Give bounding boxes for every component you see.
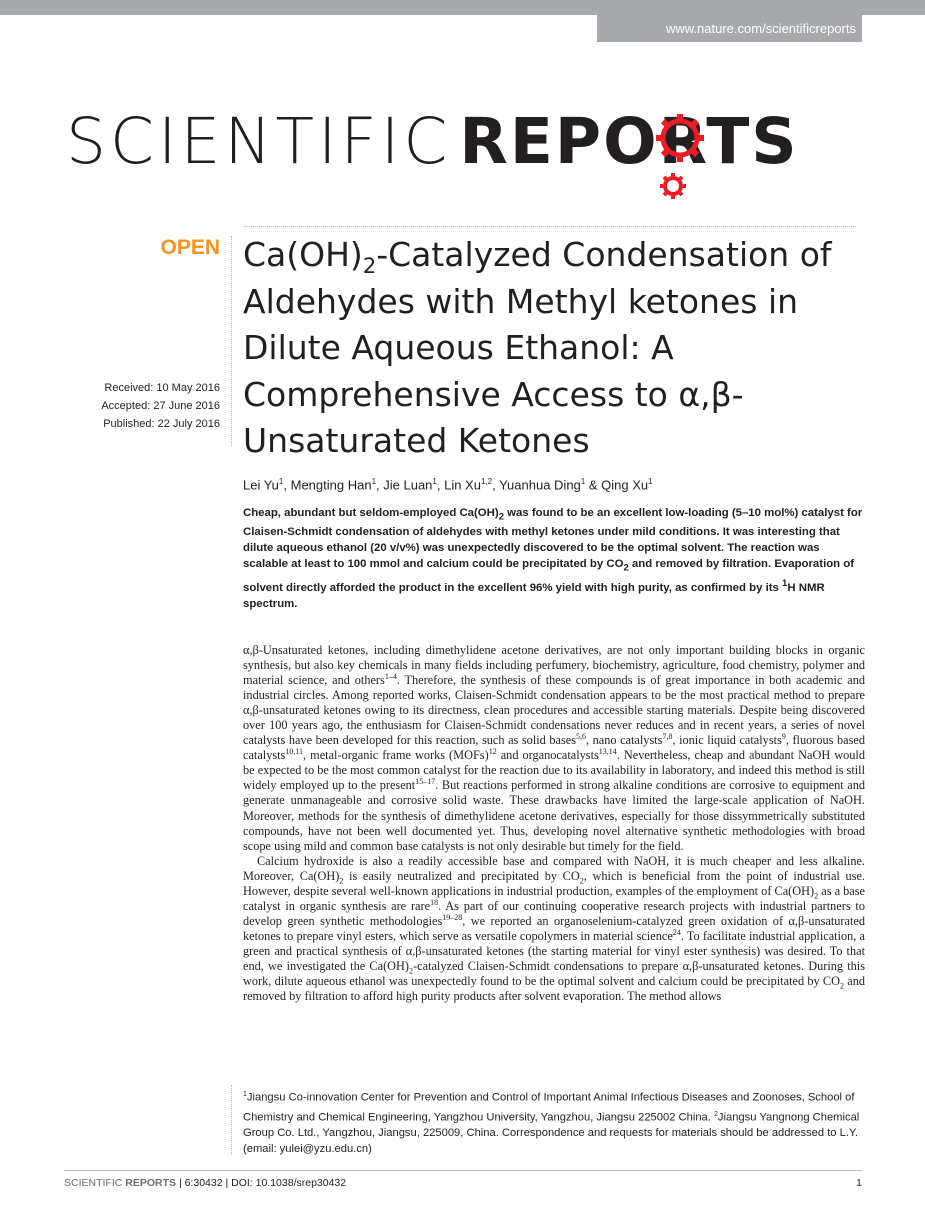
author-affiliation-mark[interactable]: 1 <box>432 477 437 486</box>
title-part-2: -Catalyzed Condensation of Aldehydes with Methyl ketones in Dilute Aqueous Ethanol: A Comprehensive Access to α,β-Unsaturated Ketones <box>243 235 832 460</box>
header-dotted-rule <box>244 226 856 227</box>
masthead-reports: REPORTS <box>459 105 799 178</box>
abstract-text: was found to be an excellent low-loading (5–10 mol%) catalyst for Claisen-Schmidt condensation of aldehydes with methyl ketones under mild conditions. It was interesting that dilute aqueous ethanol (20 v/v%) was unexpectedly discovered to be the optimal solvent. The reaction was scalable at least to 100 mmol and calcium could be precipitated by CO <box>243 507 863 570</box>
reference-link[interactable]: 15–17 <box>415 777 436 787</box>
affiliation-text: Jiangsu Co-innovation Center for Prevention and Control of Important Animal Infectious Diseases and Zoonoses, School of Chemistry and Chemical Engineering, Yangzhou University, Yangzhou, Jiangsu 225002 China. <box>243 1091 855 1124</box>
author-list <box>243 473 883 494</box>
author-affiliation-mark[interactable]: 1,2 <box>480 477 493 486</box>
abstract-text: Cheap, abundant but seldom-employed Ca(OH) <box>243 507 499 519</box>
author[interactable]: Lei Yu <box>243 477 279 493</box>
abstract-subscript: 2 <box>498 511 504 523</box>
body-text: , which is beneficial from the point of industrial use. However, despite several well-known applications in industrial production, examples of the employment of Ca(OH) <box>243 868 865 898</box>
reference-link[interactable]: 13,14 <box>598 747 617 757</box>
abstract-text: H NMR spectrum. <box>243 581 825 610</box>
body-text: , fluorous based catalysts <box>243 733 865 763</box>
body-text: . Nevertheless, cheap and abundant NaOH would be expected to be the most common catalyst for the reaction due to its availability in laboratory, and indeed this method is still widely employed up to the present <box>243 748 865 793</box>
footer-citation[interactable]: | 6:30432 | DOI: 10.1038/srep30432 <box>176 1177 347 1189</box>
article-dates <box>60 379 220 433</box>
author-separator: , <box>492 477 500 493</box>
body-subscript: 2 <box>339 876 344 886</box>
body-text: , ionic liquid catalysts <box>672 733 782 748</box>
open-access-label: OPEN <box>160 236 220 259</box>
top-color-band <box>0 0 925 15</box>
page-footer <box>64 1176 346 1190</box>
body-text: , we reported an organoselenium-catalyzed green oxidation of α,β-unsaturated ketones to prepare vinyl esters, which serve as versatile copolymers in material science <box>243 913 866 943</box>
article-title <box>243 232 883 465</box>
received-date: Received: 10 May 2016 <box>104 382 220 394</box>
gear-logo-icon <box>640 108 712 208</box>
affiliation-text: Jiangsu Yangnong Chemical Group Co. Ltd., Yangzhou, Jiangsu, 225009, China. Correspondence and requests for materials should be addressed to L.Y. (email: yulei@yzu.edu.cn) <box>243 1111 860 1155</box>
author-affiliation-mark[interactable]: 1 <box>648 477 653 486</box>
body-text: is easily neutralized and precipitated by CO <box>343 868 580 883</box>
author-affiliation-mark[interactable]: 1 <box>278 477 284 486</box>
author-affiliation-mark[interactable]: 1 <box>580 477 586 486</box>
footer-journal-light: SCIENTIFIC <box>64 1177 123 1189</box>
body-subscript: 2 <box>839 981 844 991</box>
article-body <box>243 643 865 1004</box>
body-subscript: 2 <box>579 876 584 886</box>
body-text: and removed by filtration to afford high purity products after solvent evaporation. The method allows <box>243 974 865 1004</box>
body-text: . As part of our continuing cooperative research projects with industrial partners to develop green synthetic methodologies <box>243 898 865 928</box>
reference-link[interactable]: 18 <box>430 897 439 907</box>
masthead-scientific: SCIENTIFIC <box>66 105 452 178</box>
body-text: , metal-organic frame works (MOFs) <box>303 748 489 763</box>
author[interactable]: Yuanhua Ding <box>499 477 581 493</box>
body-text: as a base catalyst in organic synthesis are rare <box>243 883 865 913</box>
reference-link[interactable]: 10,11 <box>285 747 304 757</box>
reference-link[interactable]: 9 <box>781 732 786 742</box>
body-text: Calcium hydroxide is also a readily accessible base and compared with NaOH, it is much cheaper and less alkaline. Moreover, Ca(OH) <box>243 853 865 883</box>
published-date: Published: 22 July 2016 <box>103 418 220 430</box>
footer-rule <box>64 1170 862 1171</box>
author-separator: , <box>283 477 291 493</box>
body-text: and organocatalysts <box>496 748 599 763</box>
affiliations <box>243 1087 865 1158</box>
affiliation-marker: 1 <box>243 1091 247 1098</box>
body-text: α,β-Unsaturated ketones, including dimethylidene acetone derivatives, are not only important building blocks in organic synthesis, but also key chemicals in many fields including perfumery, biochemistry, agriculture, food chemistry, polymer and material science, and others <box>243 643 865 688</box>
author-affiliation-mark[interactable]: 1 <box>371 477 377 486</box>
body-subscript: 2 <box>814 891 819 901</box>
body-text: . Therefore, the synthesis of these compounds is of great importance in both academic and industrial circles. Among reported works, Claisen-Schmidt condensation appears to be the most practical method to prepare α,β-unsaturated ketones owing to its directness, clean procedures and accessible starting materials. Despite being discovered over 100 years ago, the enthusiasm for Claisen-Schmidt condensations never reduces and in recent years, a series of novel catalysts have been developed for this reaction, such as solid bases <box>243 673 865 748</box>
body-subscript: 2 <box>409 966 414 976</box>
abstract-subscript: 2 <box>623 562 629 574</box>
author[interactable]: Qing Xu <box>601 477 649 493</box>
reference-link[interactable]: 12 <box>488 747 497 757</box>
body-text: , nano catalysts <box>586 733 663 748</box>
body-text: . But reactions performed in strong alkaline conditions are corrosive to equipment and generate unmanageable and corrosive solid waste. These drawbacks have limited the large-scale application of NaOH. Moreover, methods for the synthesis of dimethylidene acetone derivatives, especially for those dissymmetrically substituted compounds, have not been well documented yet. Thus, developing novel alternative synthetic methodologies with broad scope using mild and common base catalysts is not only desirable but timely for the field. <box>243 778 866 853</box>
body-text: . To facilitate industrial application, a green and practical synthesis of α,β-unsaturated ketones (the starting material for vinyl ester synthesis) was desired. To that end, we investigated the Ca(OH) <box>243 928 865 973</box>
affiliation-marker: 2 <box>713 1110 718 1118</box>
author[interactable]: Lin Xu <box>444 477 481 493</box>
abstract-text: and removed by filtration. Evaporation of solvent directly afforded the product in the excellent 96% yield with high purity, as confirmed by its <box>243 558 855 594</box>
reference-link[interactable]: 1–4 <box>384 672 397 681</box>
author[interactable]: Jie Luan <box>383 477 433 493</box>
body-text: -catalyzed Claisen-Schmidt condensations to prepare α,β-unsaturated ketones. During this work, dilute aqueous ethanol was unexpectedly found to be the optimal solvent and calcium could be precipitated by CO <box>243 958 865 989</box>
footer-journal-bold: REPORTS <box>125 1177 177 1189</box>
reference-link[interactable]: 24 <box>672 927 681 937</box>
sidebar-dotted-rule <box>231 236 232 446</box>
author-separator: & <box>585 477 602 493</box>
accepted-date: Accepted: 27 June 2016 <box>101 400 220 412</box>
title-subscript: 2 <box>362 254 377 278</box>
author-separator: , <box>376 477 384 493</box>
affiliation-dotted-rule <box>231 1085 232 1155</box>
journal-url[interactable]: www.nature.com/scientificreports <box>597 15 862 42</box>
title-part-1: Ca(OH) <box>243 235 363 274</box>
body-paragraph-2 <box>243 854 865 1004</box>
reference-link[interactable]: 7,8 <box>662 732 673 742</box>
author[interactable]: Mengting Han <box>290 477 372 493</box>
page-number: 1 <box>856 1177 862 1189</box>
abstract <box>243 506 866 613</box>
reference-link[interactable]: 5,6 <box>576 732 586 742</box>
author-separator: , <box>436 477 445 493</box>
body-paragraph-1 <box>243 643 865 854</box>
reference-link[interactable]: 19–28 <box>442 912 463 922</box>
abstract-superscript: 1 <box>782 578 788 590</box>
